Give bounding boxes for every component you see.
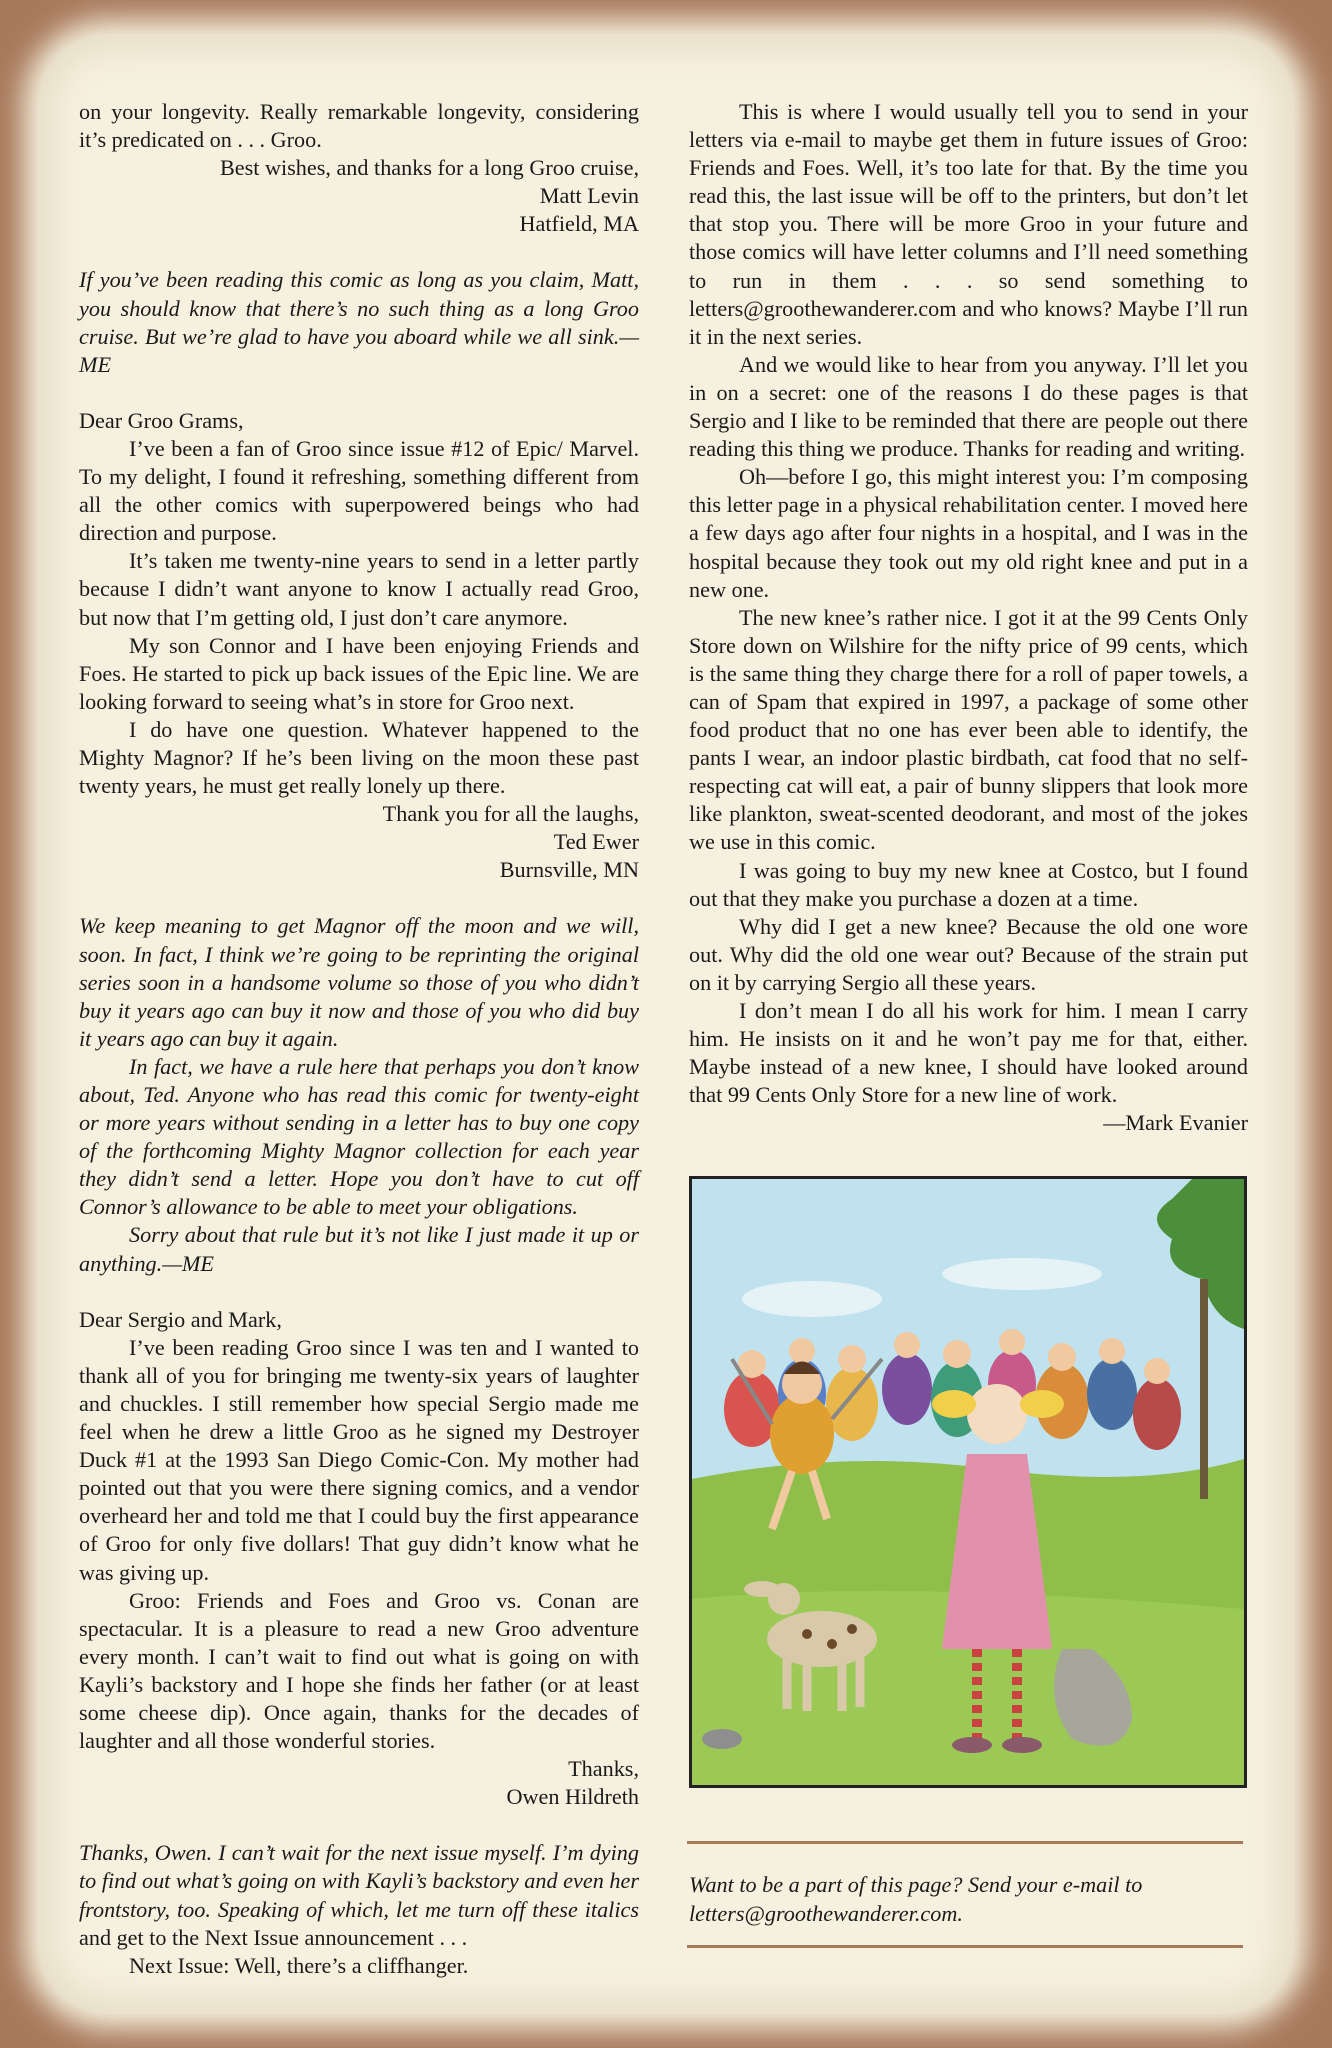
editor-signoff: —Mark Evanier	[1103, 1110, 1248, 1136]
letter3-author-name: Owen Hildreth	[506, 1784, 639, 1810]
letter2-author-name: Ted Ewer	[553, 829, 639, 855]
editor-paragraph: Why did I get a new knee? Because the old one wore out. Why did the old one wear out? Because of the strain put on it by carrying Sergio all these years.	[689, 913, 1248, 995]
left-column	[79, 98, 639, 1980]
letter2-author-location: Burnsville, MN	[499, 857, 639, 883]
letter2-paragraph: I do have one question. Whatever happened to the Mighty Magnor? If he’s been living on the moon these past twenty years, he must get really lonely up there.	[79, 716, 639, 799]
reply2-paragraph: In fact, we have a rule here that perhaps you don’t know about, Ted. Anyone who has read this comic for twenty-eight or more years without sending in a letter has to buy one copy of the forthcoming Mighty Magnor collection for each year they didn’t send a letter. Hope you don’t have to cut off Connor’s allowance to be able to meet your obligations.	[79, 1053, 639, 1220]
letter1-author-location: Hatfield, MA	[519, 211, 639, 237]
reply2-paragraph: Sorry about that rule but it’s not like I just made it up or anything.—ME	[79, 1222, 639, 1276]
editor-paragraph: I don’t mean I do all his work for him. I mean I carry him. He insists on it and he won’t pay me for that, either. Maybe instead of a new knee, I should have looked around that 99 Cents Only Store for a new line of work.	[689, 998, 1248, 1108]
cartoon-panel	[689, 1176, 1247, 1788]
editor-paragraph: Oh—before I go, this might interest you: I’m composing this letter page in a physical rehabilitation center. I moved here a few days ago after four nights in a hospital, and I was in the hospital because they took out my old right knee and put in a new one.	[689, 464, 1248, 602]
reply3	[79, 1839, 639, 1951]
letter1-author-name: Matt Levin	[539, 183, 639, 209]
editor-paragraph: The new knee’s rather nice. I got it at the 99 Cents Only Store down on Wilshire for the nifty price of 99 cents, which is the same thing they charge there for a roll of paper towels, a can of Spam that expired in 1997, a package of some other food product that no one has ever been able to identify, the pants I wear, an indoor plastic birdbath, cat food that no self-respecting cat will eat, a pair of bunny slippers that look more like plankton, sweat-scented deodorant, and most of the jokes we use in this comic.	[689, 604, 1248, 855]
reply2-paragraph: We keep meaning to get Magnor off the moon and we will, soon. In fact, I think we’re going to be reprinting the original series soon in a handsome volume so those of you who didn’t buy it years ago can buy it now and those of you who did buy it years ago can buy it again.	[79, 913, 639, 1051]
divider-top	[687, 1841, 1243, 1844]
letter3-salutation: Dear Sergio and Mark,	[79, 1306, 282, 1332]
editor-paragraph: And we would like to hear from you anyway. I’ll let you in on a secret: one of the reasons I do these pages is that Sergio and I like to be reminded that there are people out there reading this thing we produce. Thanks for reading and writing.	[689, 351, 1248, 462]
letter1-regards: Best wishes, and thanks for a long Groo cruise,	[219, 155, 639, 181]
letter2-paragraph: My son Connor and I have been enjoying Friends and Foes. He started to pick up back issues of the Epic line. We are looking forward to seeing what’s in store for Groo next.	[79, 632, 639, 714]
divider-bottom	[687, 1945, 1243, 1948]
editor-paragraph: I was going to buy my new knee at Costco, but I found out that they make you purchase a dozen at a time.	[689, 857, 1248, 911]
letter3-paragraph: I’ve been reading Groo since I was ten and I wanted to thank all of you for bringing me twenty-six years of laughter and chuckles. I still remember how special Sergio made me feel when he drew a little Groo as he signed my Destroyer Duck #1 at the 1993 San Diego Comic-Con. My mother had pointed out that you were there signing comics, and a vendor overheard her and told me that I could buy the first appearance of Groo for only five dollars! That guy didn’t know what he was giving up.	[79, 1334, 639, 1585]
letter2-paragraph: I’ve been a fan of Groo since issue #12 of Epic/ Marvel. To my delight, I found it refreshing, something different from all the other comics with superpowered beings who had direction and purpose.	[79, 435, 639, 546]
letter3-closing: Thanks,	[568, 1756, 639, 1782]
right-column	[689, 98, 1248, 1137]
letter1-closing-text: on your longevity. Really remarkable longevity, considering it’s predicated on . . . Groo.	[79, 99, 639, 153]
letter2-closing: Thank you for all the laughs,	[382, 801, 639, 827]
reply1: If you’ve been reading this comic as long as you claim, Matt, you should know that there’s no such thing as a long Groo cruise. But we’re glad to have you aboard while we all sink.—ME	[79, 267, 639, 377]
letter3-paragraph: Groo: Friends and Foes and Groo vs. Conan are spectacular. It is a pleasure to read a new Groo adventure every month. I can’t wait to find out what is going on with Kayli’s backstory and I hope she finds her father (or at least some cheese dip). Once again, thanks for the decades of laughter and all those wonderful stories.	[79, 1587, 639, 1754]
submission-plug: Want to be a part of this page? Send your e-mail to letters@groothewanderer.com.	[689, 1872, 1143, 1926]
reply3-tail: and get to the Next Issue announcement . . .	[79, 1924, 468, 1950]
editor-paragraph: This is where I would usually tell you to send in your letters via e-mail to maybe get them in future issues of Groo: Friends and Foes. Well, it’s too late for that. By the time you read this, the last issue will be off to the printers, but don’t let that stop you. There will be more Groo in your future and those comics will have letter columns and I’ll need something to run in them . . . so send something to letters@groothewanderer.com and who knows? Maybe I’ll run it in the next series.	[689, 99, 1248, 349]
reply3-italic: Thanks, Owen. I can’t wait for the next issue myself. I’m dying to find out what’s going on with Kayli’s backstory and even her frontstory, too. Speaking of which, let me turn off these italics	[79, 1840, 639, 1922]
next-issue: Next Issue: Well, there’s a cliffhanger.	[129, 1952, 469, 1978]
cartoon-illustration	[692, 1179, 1244, 1785]
letter2-salutation: Dear Groo Grams,	[79, 407, 244, 433]
letter2-paragraph: It’s taken me twenty-nine years to send in a letter partly because I didn’t want anyone to know I actually read Groo, but now that I’m getting old, I just don’t care anymore.	[79, 548, 639, 630]
